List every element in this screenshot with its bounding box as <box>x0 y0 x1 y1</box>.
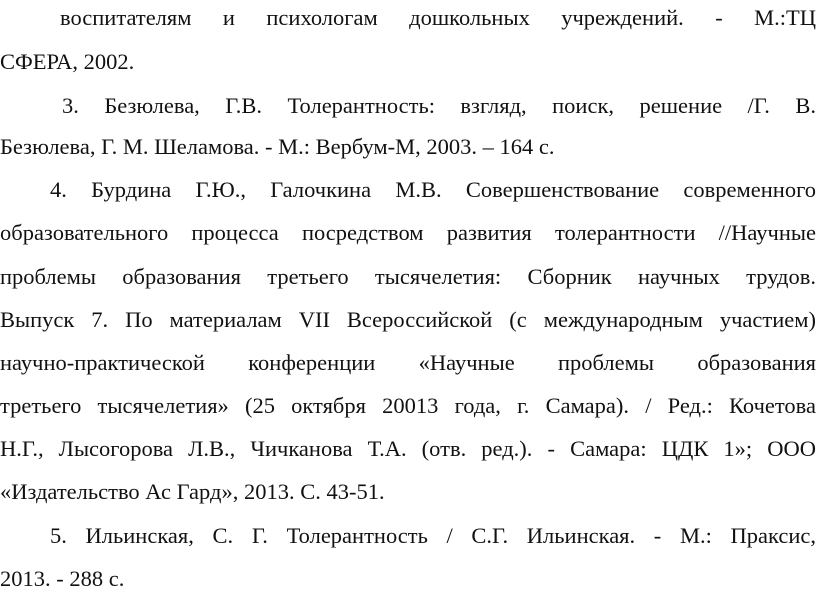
text-line: 4. Бурдина Г.Ю., Галочкина М.В. Совершенствование современного <box>50 177 816 202</box>
text-line: образовательного процесса посредством развития толерантности //Научные <box>0 220 816 245</box>
text-line: Н.Г., Лысогорова Л.В., Чичканова Т.А. (отв. ред.). - Самара: ЦДК 1»; ООО <box>0 436 816 461</box>
text-line: воспитателям и психологам дошкольных учреждений. - М.:ТЦ <box>60 5 816 30</box>
text-line: Выпуск 7. По материалам VII Всероссийской (с международным участием) <box>0 307 816 332</box>
text-line: 5. Ильинская, С. Г. Толерантность / С.Г. Ильинская. - М.: Праксис, <box>50 523 816 548</box>
text-line: третьего тысячелетия» (25 октября 20013 года, г. Самара). / Ред.: Кочетова <box>0 393 816 418</box>
text-line: 2013. - 288 с. <box>0 566 125 591</box>
text-line: научно-практической конференции «Научные проблемы образования <box>0 350 816 375</box>
text-line: «Издательство Ас Гард», 2013. С. 43-51. <box>0 479 385 504</box>
text-line: проблемы образования третьего тысячелетия: Сборник научных трудов. <box>0 264 816 289</box>
text-line: Безюлева, Г. М. Шеламова. - М.: Вербум-М, 2003. – 164 с. <box>0 134 555 159</box>
text-line: 3. Безюлева, Г.В. Толерантность: взгляд, поиск, решение /Г. В. <box>62 93 816 118</box>
text-line: СФЕРА, 2002. <box>0 49 135 74</box>
